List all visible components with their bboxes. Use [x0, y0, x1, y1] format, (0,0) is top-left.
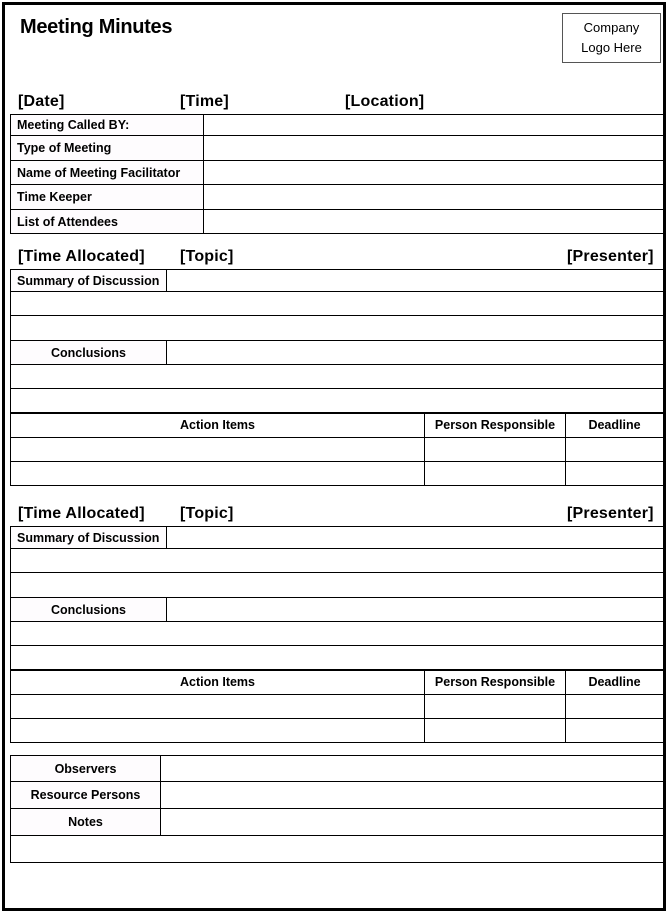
deadline-cell[interactable]	[566, 438, 664, 462]
person-responsible-header: Person Responsible	[425, 670, 566, 695]
notes-value[interactable]	[161, 809, 664, 836]
attendees-label: List of Attendees	[11, 210, 204, 234]
table-row	[11, 270, 664, 292]
table-row	[11, 695, 664, 719]
action-items-header: Action Items	[11, 670, 425, 695]
location-field[interactable]: [Location]	[345, 93, 425, 110]
table-row	[11, 185, 664, 210]
action-item-cell[interactable]	[11, 695, 425, 719]
table-row	[11, 389, 664, 414]
resource-persons-value[interactable]	[161, 782, 664, 809]
time-keeper-label: Time Keeper	[11, 185, 204, 210]
deadline-cell[interactable]	[566, 462, 664, 486]
notes-label: Notes	[11, 809, 161, 836]
conclusions-line[interactable]	[11, 646, 664, 671]
conclusions-line[interactable]	[11, 365, 664, 389]
summary-line[interactable]	[11, 573, 664, 598]
table-row	[11, 210, 664, 234]
observers-table	[10, 755, 664, 863]
topic-2-presenter[interactable]: [Presenter]	[567, 505, 654, 522]
meeting-info-table	[10, 114, 664, 234]
table-row	[11, 756, 664, 782]
table-row	[11, 809, 664, 836]
table-row	[11, 598, 664, 622]
conclusions-cell[interactable]	[167, 341, 664, 365]
topic-1-topic[interactable]: [Topic]	[180, 248, 234, 265]
table-row	[11, 438, 664, 462]
table-row	[11, 365, 664, 389]
action-items-header: Action Items	[11, 413, 425, 438]
observers-value[interactable]	[161, 756, 664, 782]
person-responsible-cell[interactable]	[425, 462, 566, 486]
page-title: Meeting Minutes	[20, 16, 173, 38]
time-field[interactable]: [Time]	[180, 93, 229, 110]
topic-1-action-items-table	[10, 412, 664, 486]
conclusions-line[interactable]	[11, 622, 664, 646]
topic-1-presenter[interactable]: [Presenter]	[567, 248, 654, 265]
topic-1-time-allocated[interactable]: [Time Allocated]	[18, 248, 145, 265]
table-row	[11, 413, 664, 438]
table-row	[11, 719, 664, 743]
facilitator-label: Name of Meeting Facilitator	[11, 161, 204, 185]
conclusions-label: Conclusions	[11, 598, 167, 622]
conclusions-line[interactable]	[11, 389, 664, 414]
table-row	[11, 316, 664, 341]
logo-line-1: Company	[583, 20, 640, 35]
action-item-cell[interactable]	[11, 719, 425, 743]
date-field[interactable]: [Date]	[18, 93, 65, 110]
logo-line-2: Logo Here	[581, 40, 642, 55]
person-responsible-cell[interactable]	[425, 438, 566, 462]
table-row	[11, 527, 664, 549]
table-row	[11, 573, 664, 598]
table-row	[11, 782, 664, 809]
notes-line[interactable]	[11, 836, 664, 863]
topic-2-action-items-table	[10, 669, 664, 743]
deadline-cell[interactable]	[566, 695, 664, 719]
topic-2-discussion-table	[10, 526, 664, 671]
summary-line[interactable]	[11, 316, 664, 341]
table-row	[11, 646, 664, 671]
summary-line[interactable]	[11, 292, 664, 316]
topic-2-topic[interactable]: [Topic]	[180, 505, 234, 522]
company-logo-placeholder	[562, 13, 661, 63]
summary-of-discussion-label: Summary of Discussion	[11, 527, 167, 549]
table-row	[11, 670, 664, 695]
action-item-cell[interactable]	[11, 438, 425, 462]
deadline-header: Deadline	[566, 670, 664, 695]
table-row	[11, 622, 664, 646]
topic-1-discussion-table	[10, 269, 664, 414]
type-of-meeting-value[interactable]	[204, 136, 664, 161]
action-item-cell[interactable]	[11, 462, 425, 486]
table-row	[11, 115, 664, 136]
summary-line[interactable]	[11, 549, 664, 573]
table-row	[11, 161, 664, 185]
table-row	[11, 341, 664, 365]
conclusions-cell[interactable]	[167, 598, 664, 622]
person-responsible-header: Person Responsible	[425, 413, 566, 438]
summary-of-discussion-label: Summary of Discussion	[11, 270, 167, 292]
table-row	[11, 836, 664, 863]
summary-cell[interactable]	[167, 270, 664, 292]
person-responsible-cell[interactable]	[425, 719, 566, 743]
facilitator-value[interactable]	[204, 161, 664, 185]
meeting-called-by-label: Meeting Called BY:	[11, 115, 204, 136]
observers-label: Observers	[11, 756, 161, 782]
conclusions-label: Conclusions	[11, 341, 167, 365]
deadline-cell[interactable]	[566, 719, 664, 743]
meeting-called-by-value[interactable]	[204, 115, 664, 136]
resource-persons-label: Resource Persons	[11, 782, 161, 809]
person-responsible-cell[interactable]	[425, 695, 566, 719]
topic-2-time-allocated[interactable]: [Time Allocated]	[18, 505, 145, 522]
table-row	[11, 292, 664, 316]
summary-cell[interactable]	[167, 527, 664, 549]
attendees-value[interactable]	[204, 210, 664, 234]
deadline-header: Deadline	[566, 413, 664, 438]
table-row	[11, 136, 664, 161]
table-row	[11, 549, 664, 573]
type-of-meeting-label: Type of Meeting	[11, 136, 204, 161]
time-keeper-value[interactable]	[204, 185, 664, 210]
table-row	[11, 462, 664, 486]
